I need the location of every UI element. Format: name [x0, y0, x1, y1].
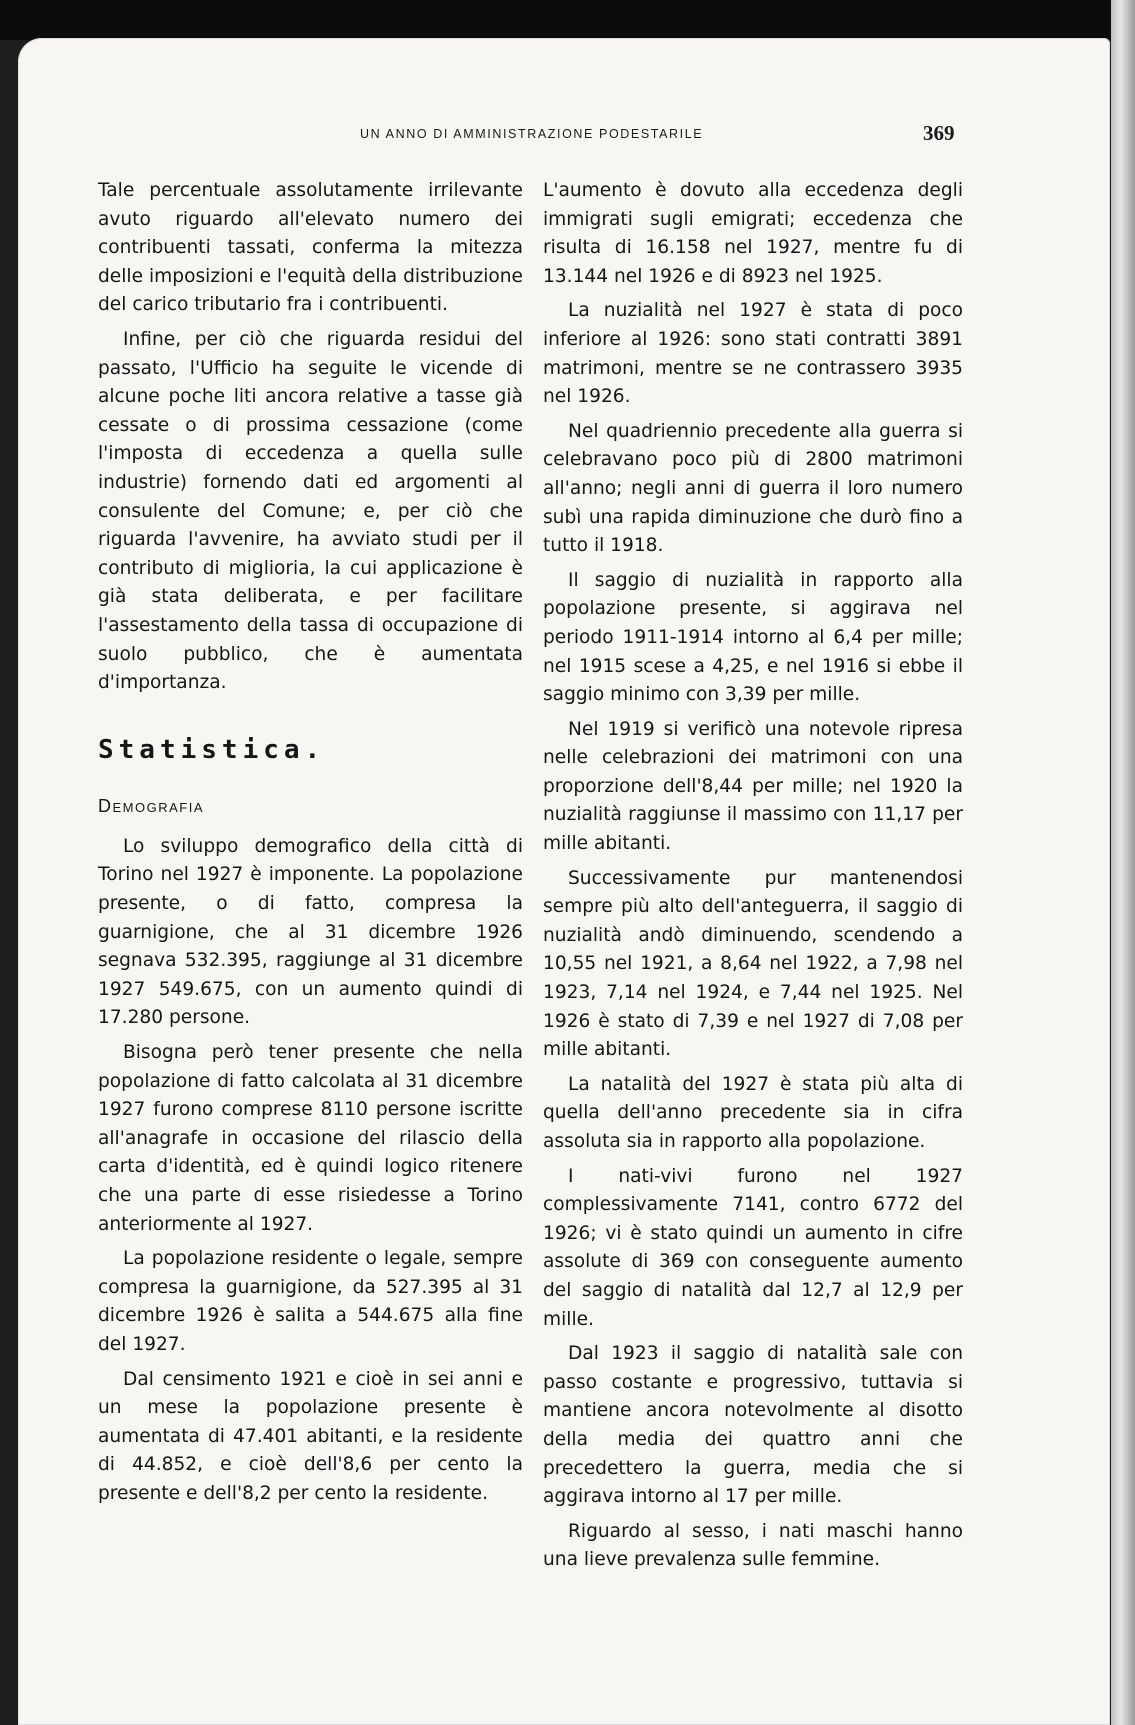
paragraph: Dal censimento 1921 e cioè in sei anni e un mese la popolazione presente è aumentata di 47.401 abitanti, e la residente di 44.852, e cioè dell'8,6 per cento la presente e dell'8,2 per cento la residente. — [98, 1368, 523, 1504]
paragraph: La nuzialità nel 1927 è stata di poco inferiore al 1926: sono stati contratti 3891 matrimoni, mentre se ne contrassero 3935 nel 1926. — [543, 300, 963, 408]
paragraph: Infine, per ciò che riguarda residui del passato, l'Ufficio ha seguite le vicende di alcune poche liti ancora relative a tasse già cessate o di prossima cessazione (come l'imposta di eccedenza a quella sulle industrie) fornendo dati ed argomenti al consulente del Comune; e, per ciò che riguarda l'avvenire, ha avviato studi per il contributo di miglioria, la cui applicazione è già stata deliberata, e per facilitare l'assestamento della tassa di occupazione di suolo pubblico, che è aumentata d'importanza. — [98, 328, 523, 694]
paragraph: Tale percentuale assolutamente irrilevante avuto riguardo all'elevato numero dei contribuenti tassati, conferma la mitezza delle imposizioni e l'equità della distribuzione del carico tributario fra i contribuenti. — [98, 180, 523, 316]
left-column — [98, 177, 523, 1515]
running-title: UN ANNO DI AMMINISTRAZIONE PODESTARILE — [360, 127, 704, 141]
paragraph: La natalità del 1927 è stata più alta di quella dell'anno precedente sia in cifra assoluta sia in rapporto alla popolazione. — [543, 1073, 963, 1152]
paragraph: L'aumento è dovuto alla eccedenza degli immigrati sugli emigrati; eccedenza che risulta di 16.158 nel 1927, mentre fu di 13.144 nel 1926 e di 8923 nel 1925. — [543, 180, 963, 287]
paragraph: Nel 1919 si verificò una notevole ripresa nelle celebrazioni dei matrimoni con una proporzione dell'8,44 per mille; nel 1920 la nuzialità raggiunse il massimo con 11,17 per mille abitanti. — [543, 718, 963, 855]
paragraph: Nel quadriennio precedente alla guerra si celebravano poco più di 2800 matrimoni all'anno; negli anni di guerra il loro numero subì una rapida diminuzione che durò fino a tutto il 1918. — [543, 420, 963, 557]
paragraph: I nati-vivi furono nel 1927 complessivamente 7141, contro 6772 del 1926; vi è stato quindi un aumento in cifre assolute di 369 con conseguente aumento del saggio di natalità dal 12,7 al 12,9 per mille. — [543, 1165, 963, 1330]
right-column — [543, 177, 963, 1581]
section-title: Statistica. — [98, 734, 326, 765]
paragraph: Dal 1923 il saggio di natalità sale con passo costante e progressivo, tuttavia si mantiene ancora notevolmente al disotto della media dei quattro anni che precedettero la guerra, media che si aggirava intorno al 17 per mille. — [543, 1343, 963, 1508]
paragraph: Il saggio di nuzialità in rapporto alla popolazione presente, si aggirava nel periodo 1911-1914 intorno al 6,4 per mille; nel 1915 scese a 4,25, e nel 1916 si ebbe il saggio minimo con 3,39 per mille. — [543, 569, 963, 706]
paragraph: Bisogna però tener presente che nella popolazione di fatto calcolata al 31 dicembre 1927 furono comprese 8110 persone iscritte all'anagrafe in occasione del rilascio della carta d'identità, ed è quindi logico ritenere che una parte di esse risiedesse a Torino anteriormente al 1927. — [98, 1042, 523, 1235]
paragraph: Riguardo al sesso, i nati maschi hanno una lieve prevalenza sulle femmine. — [543, 1520, 963, 1571]
scan-right-edge — [1111, 0, 1135, 1725]
paragraph: Lo sviluppo demografico della città di Torino nel 1927 è imponente. La popolazione presente, o di fatto, compresa la guarnigione, che al 31 dicembre 1926 segnava 532.395, raggiunge al 31 dicembre 1927 549.675, con un aumento quindi di 17.280 persone. — [98, 835, 523, 1029]
scan-top-border — [0, 0, 1135, 40]
paragraph: La popolazione residente o legale, sempre compresa la guarnigione, da 527.395 al 31 dicembre 1926 è salita a 544.675 alla fine del 1927. — [98, 1248, 523, 1355]
subheading: Demografia — [98, 796, 205, 817]
paragraph: Successivamente pur mantenendosi sempre più alto dell'anteguerra, il saggio di nuzialità andò diminuendo, scendendo a 10,55 nel 1921, a 8,64 nel 1922, a 7,98 nel 1923, 7,14 nel 1924, e 7,44 nel 1925. Nel 1926 è stato di 7,39 e nel 1927 di 7,08 per mille abitanti. — [543, 867, 963, 1061]
page-number: 369 — [923, 121, 955, 145]
